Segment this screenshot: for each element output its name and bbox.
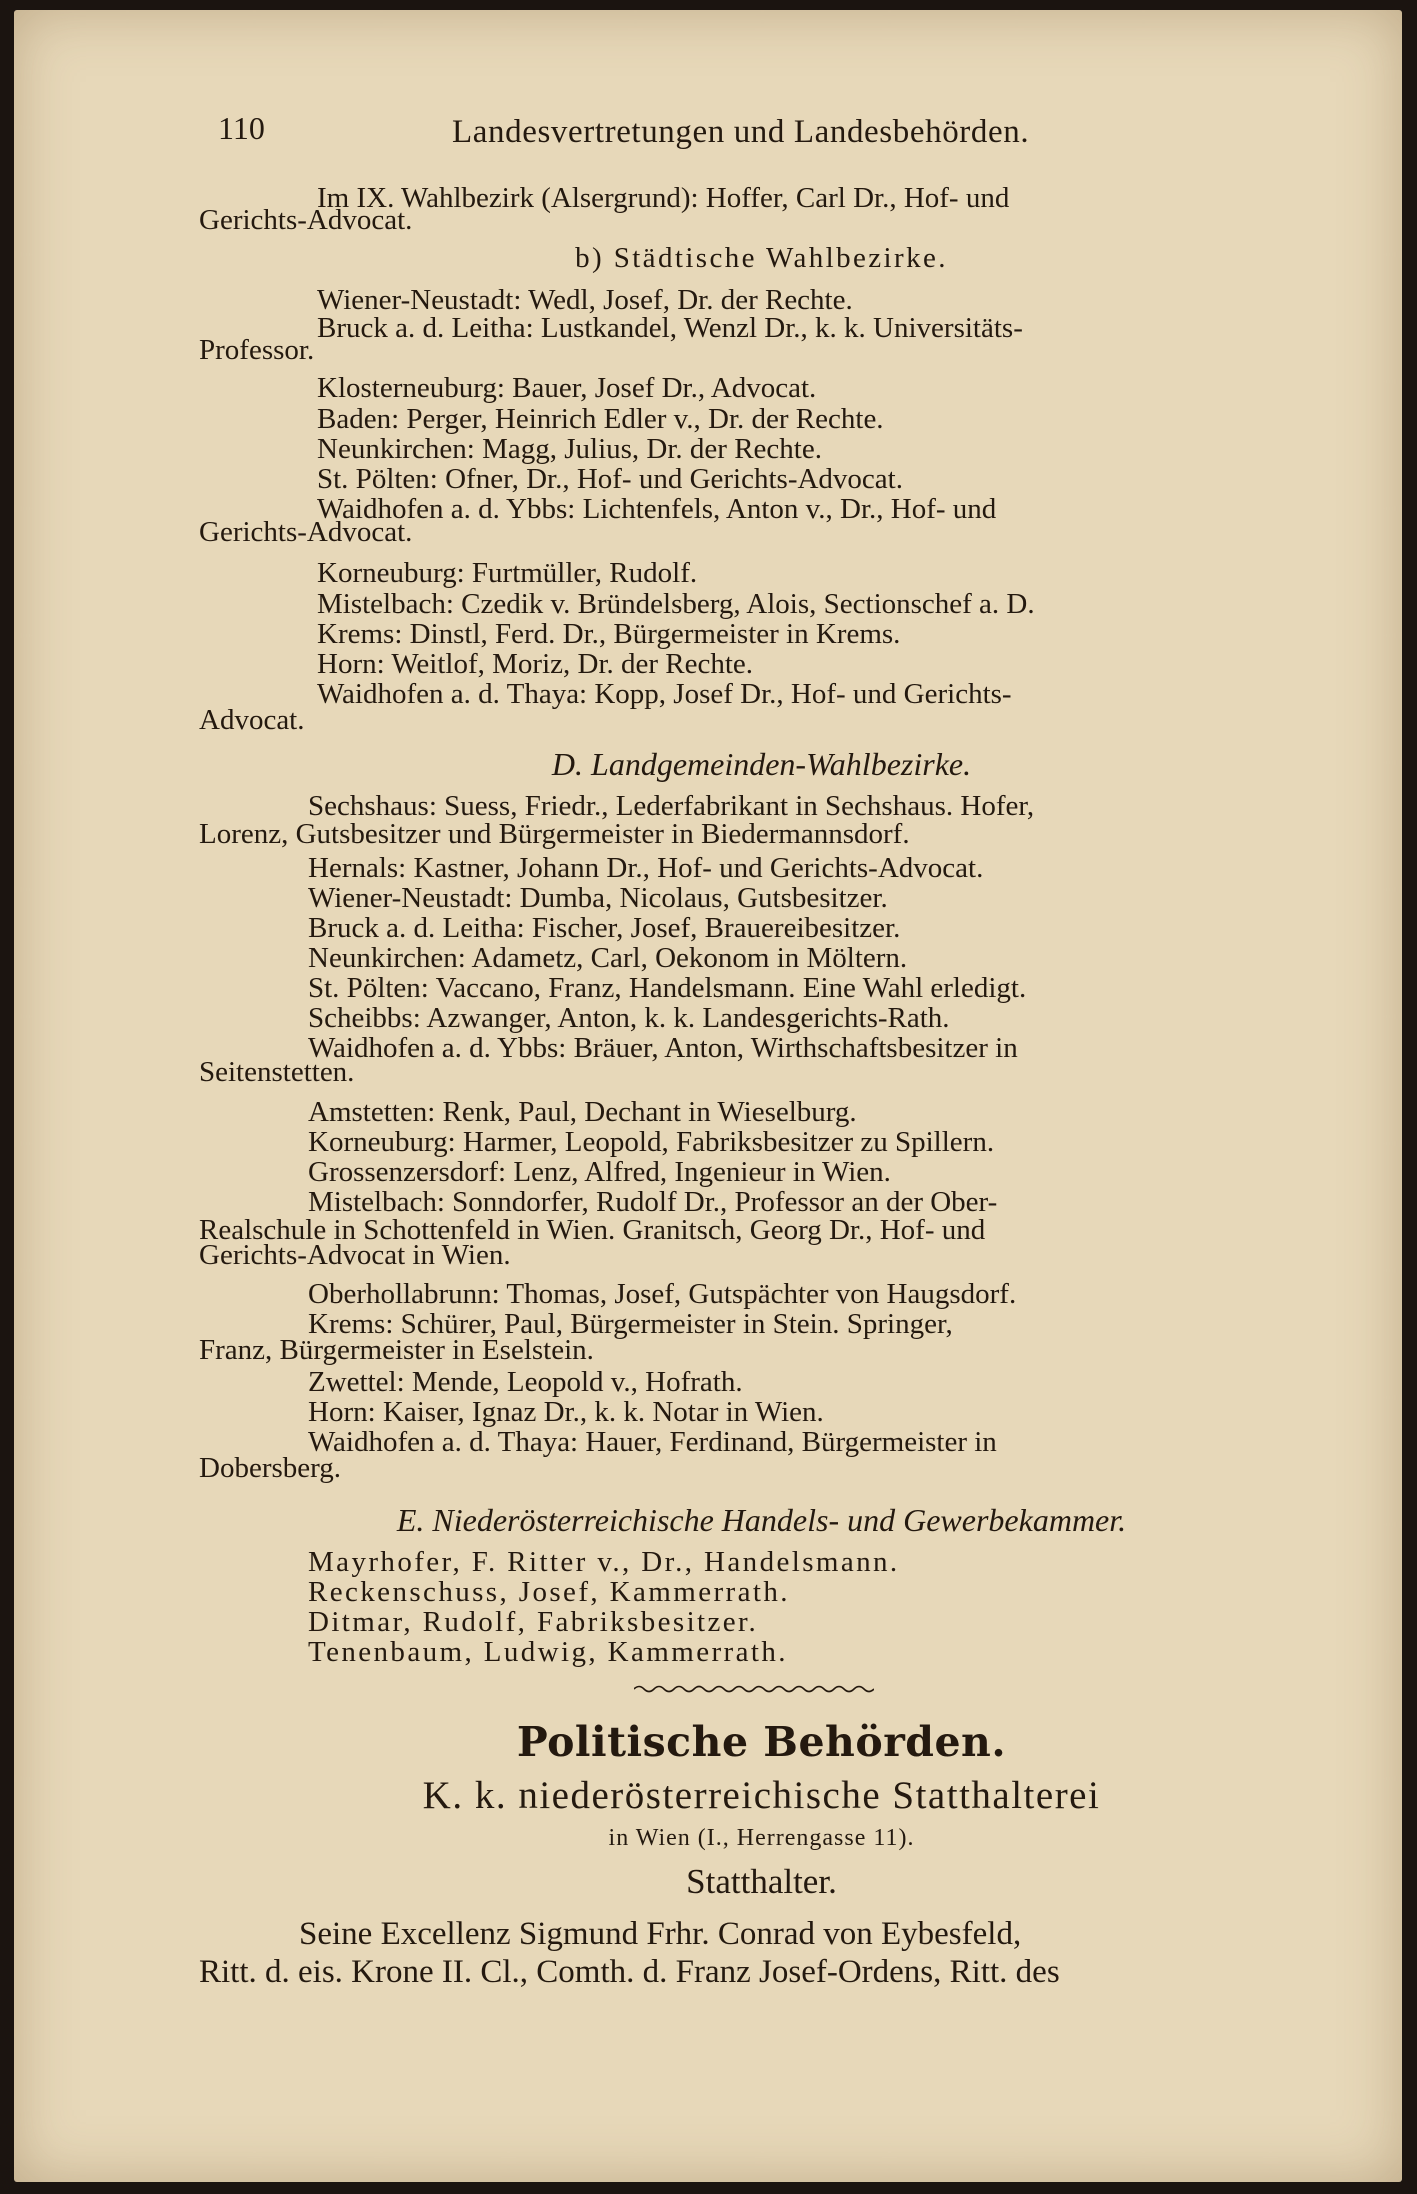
text-line: Mayrhofer, F. Ritter v., Dr., Handelsmann. (308, 1546, 900, 1578)
text-line: Krems: Schürer, Paul, Bürgermeister in Stein. Springer, (308, 1308, 953, 1340)
text-line: Waidhofen a. d. Thaya: Hauer, Ferdinand, Bürgermeister in (308, 1426, 997, 1458)
text-line: Advocat. (199, 704, 305, 736)
text-line: Sechshaus: Suess, Friedr., Lederfabrikant in Sechshaus. Hofer, (308, 790, 1035, 822)
text-line: Tenenbaum, Ludwig, Kammerrath. (308, 1636, 788, 1668)
text-line: Gerichts-Advocat in Wien. (199, 1239, 511, 1271)
text-line: Seitenstetten. (199, 1056, 355, 1088)
text-line: Neunkirchen: Adametz, Carl, Oekonom in Möltern. (308, 942, 908, 974)
text-line: Korneuburg: Furtmüller, Rudolf. (317, 557, 698, 589)
text-line: Waidhofen a. d. Ybbs: Bräuer, Anton, Wirthschaftsbesitzer in (308, 1032, 1018, 1064)
text-line: Franz, Bürgermeister in Eselstein. (199, 1334, 594, 1366)
text-line: Ritt. d. eis. Krone II. Cl., Comth. d. Franz Josef-Ordens, Ritt. des (199, 1954, 1060, 1990)
wavy-rule-ornament (634, 1684, 874, 1694)
text-line: Waidhofen a. d. Ybbs: Lichtenfels, Anton v., Dr., Hof- und (317, 493, 997, 525)
text-line: Mistelbach: Sonndorfer, Rudolf Dr., Professor an der Ober- (308, 1186, 998, 1218)
text-line: St. Pölten: Vaccano, Franz, Handelsmann. Eine Wahl erledigt. (308, 972, 1027, 1004)
running-title: Landesvertretungen und Landesbehörden. (452, 114, 1030, 150)
text-line: Grossenzersdorf: Lenz, Alfred, Ingenieur in Wien. (308, 1156, 891, 1188)
section-heading: D. Landgemeinden-Wahlbezirke. (551, 746, 972, 782)
section-title: Politische Behörden. (516, 1718, 1007, 1766)
text-line: Seine Excellenz Sigmund Frhr. Conrad von Eybesfeld, (299, 1916, 1022, 1952)
text-line: Waidhofen a. d. Thaya: Kopp, Josef Dr., Hof- und Gerichts- (317, 678, 1012, 710)
text-line: Professor. (199, 334, 315, 366)
text-line: Lorenz, Gutsbesitzer und Bürgermeister in Biedermannsdorf. (199, 818, 910, 850)
subheading: Statthalter. (686, 1862, 837, 1901)
text-line: Reckenschuss, Josef, Kammerrath. (308, 1576, 790, 1608)
text-line: Mistelbach: Czedik v. Bründelsberg, Alois, Sectionschef a. D. (317, 588, 1035, 620)
text-line: Gerichts-Advocat. (199, 516, 413, 548)
text-line: Zwettel: Mende, Leopold v., Hofrath. (308, 1366, 743, 1398)
text-line: Korneuburg: Harmer, Leopold, Fabriksbesitzer zu Spillern. (308, 1126, 995, 1158)
text-line: Realschule in Schottenfeld in Wien. Granitsch, Georg Dr., Hof- und (199, 1214, 986, 1246)
text-line: Wiener-Neustadt: Wedl, Josef, Dr. der Rechte. (317, 284, 853, 316)
page-number: 110 (218, 110, 265, 146)
text-line: Im IX. Wahlbezirk (Alsergrund): Hoffer, Carl Dr., Hof- und (317, 182, 1010, 214)
section-heading: b) Städtische Wahlbezirke. (575, 242, 948, 274)
text-line: Oberhollabrunn: Thomas, Josef, Gutspächter von Haugsdorf. (308, 1278, 1017, 1310)
text-line: Horn: Kaiser, Ignaz Dr., k. k. Notar in Wien. (308, 1396, 824, 1428)
text-line: Dobersberg. (199, 1452, 342, 1484)
text-line: Scheibbs: Azwanger, Anton, k. k. Landesgerichts-Rath. (308, 1002, 950, 1034)
text-line: Amstetten: Renk, Paul, Dechant in Wieselburg. (308, 1096, 857, 1128)
text-line: Neunkirchen: Magg, Julius, Dr. der Rechte. (317, 433, 822, 465)
authority-address: in Wien (I., Herrengasse 11). (608, 1825, 915, 1851)
book-page (14, 10, 1402, 2182)
text-line: Ditmar, Rudolf, Fabriksbesitzer. (308, 1606, 759, 1638)
text-line: Bruck a. d. Leitha: Fischer, Josef, Brauereibesitzer. (308, 912, 901, 944)
text-line: Horn: Weitlof, Moriz, Dr. der Rechte. (317, 648, 754, 680)
text-line: Baden: Perger, Heinrich Edler v., Dr. der Rechte. (317, 403, 884, 435)
text-line: Klosterneuburg: Bauer, Josef Dr., Advocat. (317, 372, 817, 404)
text-line: Krems: Dinstl, Ferd. Dr., Bürgermeister in Krems. (317, 618, 901, 650)
authority-name: K. k. niederösterreichische Statthalterei (422, 1774, 1101, 1817)
text-line: Hernals: Kastner, Johann Dr., Hof- und Gerichts-Advocat. (308, 852, 984, 884)
text-line: Bruck a. d. Leitha: Lustkandel, Wenzl Dr., k. k. Universitäts- (317, 312, 1023, 344)
text-line: St. Pölten: Ofner, Dr., Hof- und Gerichts-Advocat. (317, 463, 903, 495)
text-line: Gerichts-Advocat. (199, 204, 413, 236)
section-heading: E. Niederösterreichische Handels- und Gewerbekammer. (396, 1502, 1127, 1538)
text-line: Wiener-Neustadt: Dumba, Nicolaus, Gutsbesitzer. (308, 882, 888, 914)
